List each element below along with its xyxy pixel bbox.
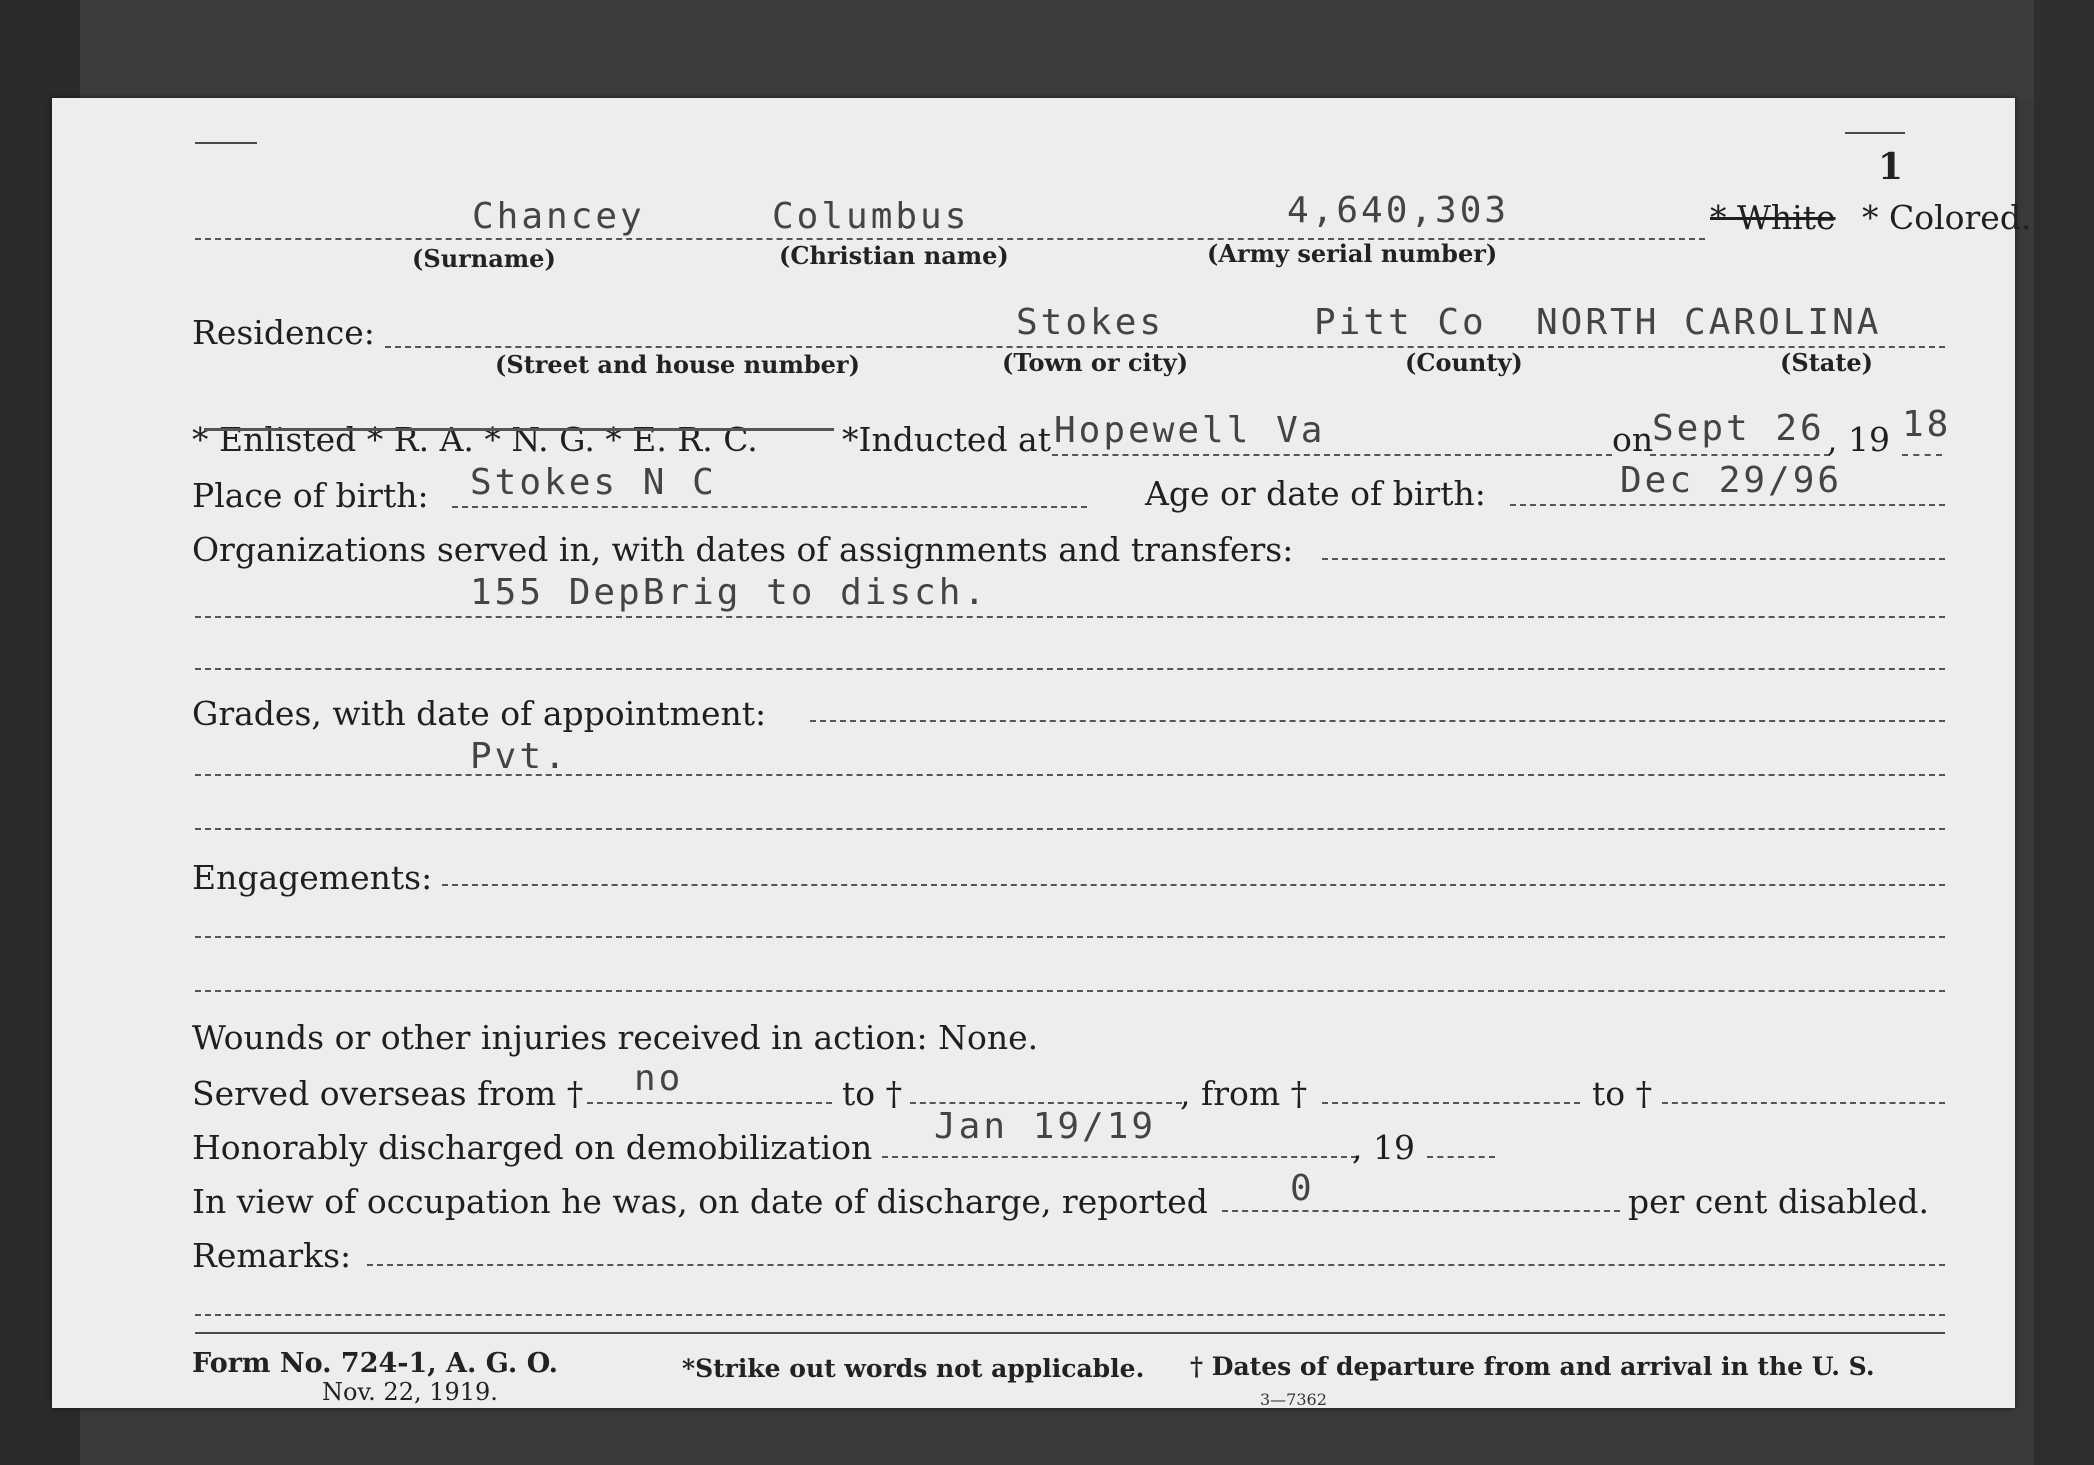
overseas-from2-line xyxy=(1322,1102,1580,1104)
discharge-year-prefix: , 19 xyxy=(1352,1128,1415,1167)
engagements-line-2 xyxy=(195,936,1945,938)
inducted-label: *Inducted at xyxy=(842,420,1051,459)
engagements-line-1 xyxy=(442,884,1945,886)
overseas-from-line xyxy=(587,1102,832,1104)
form-date: Nov. 22, 1919. xyxy=(322,1378,498,1406)
christian-name-value: Columbus xyxy=(772,196,970,237)
residence-label: Residence: xyxy=(192,313,375,352)
grades-line-1 xyxy=(810,720,1945,722)
overseas-to-line xyxy=(910,1102,1182,1104)
remarks-line-2 xyxy=(195,1314,1945,1316)
caption-serial-number: (Army serial number) xyxy=(1207,239,1498,268)
grades-line-2 xyxy=(195,774,1945,776)
on-label: on xyxy=(1612,420,1654,459)
from-label: , from † xyxy=(1180,1074,1308,1113)
remarks-label: Remarks: xyxy=(192,1236,352,1275)
grades-value: Pvt. xyxy=(470,736,569,777)
footnote-dates: † Dates of departure from and arrival in the U. S. xyxy=(1190,1352,1875,1381)
serial-number-value: 4,640,303 xyxy=(1287,190,1510,231)
discharge-line xyxy=(882,1156,1357,1158)
inducted-date-line xyxy=(1650,454,1830,456)
footer-rule xyxy=(195,1332,1945,1334)
caption-state: (State) xyxy=(1780,348,1874,377)
disability-value: 0 xyxy=(1290,1168,1315,1209)
overseas-from-value: no xyxy=(634,1058,684,1099)
race-colored-label: * Colored. xyxy=(1862,198,2032,237)
inducted-place-value: Hopewell Va xyxy=(1054,410,1326,451)
background-right xyxy=(2034,0,2094,1465)
organizations-line-2 xyxy=(195,616,1945,618)
disability-line xyxy=(1222,1210,1620,1212)
overseas-label: Served overseas from † xyxy=(192,1074,584,1113)
birth-place-label: Place of birth: xyxy=(192,476,429,515)
grades-line-3 xyxy=(195,828,1945,830)
remarks-line-1 xyxy=(367,1264,1945,1266)
engagements-line-3 xyxy=(195,990,1945,992)
caption-town: (Town or city) xyxy=(1002,348,1189,377)
organizations-label: Organizations served in, with dates of assignments and transfers: xyxy=(192,530,1294,569)
form-number: Form No. 724-1, A. G. O. xyxy=(192,1348,559,1379)
inducted-date-value: Sept 26 xyxy=(1652,408,1825,449)
year-prefix: , 19 xyxy=(1827,420,1890,459)
footnote-strike: *Strike out words not applicable. xyxy=(682,1354,1145,1383)
to-label-2: to † xyxy=(1592,1074,1653,1113)
state-value: NORTH CAROLINA xyxy=(1536,302,1882,343)
race-white-label: * White xyxy=(1710,198,1836,237)
birth-place-value: Stokes N C xyxy=(470,462,717,503)
organizations-line-3 xyxy=(195,668,1945,670)
disability-label: In view of occupation he was, on date of discharge, reported xyxy=(192,1182,1208,1221)
disability-suffix: per cent disabled. xyxy=(1628,1182,1930,1221)
discharge-date-value: Jan 19/19 xyxy=(934,1106,1157,1147)
top-right-mark xyxy=(1845,132,1905,134)
engagements-label: Engagements: xyxy=(192,858,433,897)
background-top xyxy=(0,0,2094,100)
caption-surname: (Surname) xyxy=(412,244,556,273)
wounds-label: Wounds or other injuries received in action: None. xyxy=(192,1018,1039,1057)
birth-date-value: Dec 29/96 xyxy=(1620,460,1843,501)
top-left-mark xyxy=(195,142,257,144)
enlisted-strike xyxy=(204,428,834,431)
service-record-card xyxy=(52,98,2032,1409)
inducted-year-value: 18 xyxy=(1902,404,1952,445)
birth-date-line xyxy=(1510,504,1945,506)
enlisted-label: * Enlisted * R. A. * N. G. * E. R. C. xyxy=(192,420,758,459)
overseas-to2-line xyxy=(1662,1102,1945,1104)
caption-street: (Street and house number) xyxy=(495,350,860,379)
discharge-label: Honorably discharged on demobilization xyxy=(192,1128,873,1167)
discharge-year-line xyxy=(1427,1156,1495,1158)
birth-date-label: Age or date of birth: xyxy=(1145,474,1486,513)
printer-code: 3—7362 xyxy=(1260,1390,1327,1409)
caption-christian-name: (Christian name) xyxy=(779,241,1009,270)
town-value: Stokes xyxy=(1016,302,1165,343)
county-value: Pitt Co xyxy=(1314,302,1487,343)
organizations-value: 155 DepBrig to disch. xyxy=(470,572,989,613)
card-number: 1 xyxy=(1878,146,1904,188)
grades-label: Grades, with date of appointment: xyxy=(192,694,767,733)
birth-place-line xyxy=(452,506,1087,508)
surname-value: Chancey xyxy=(472,196,645,237)
organizations-line-1 xyxy=(1322,558,1945,560)
inducted-place-line xyxy=(1052,454,1612,456)
to-label-1: to † xyxy=(842,1074,903,1113)
inducted-year-line xyxy=(1902,454,1942,456)
caption-county: (County) xyxy=(1405,348,1523,377)
